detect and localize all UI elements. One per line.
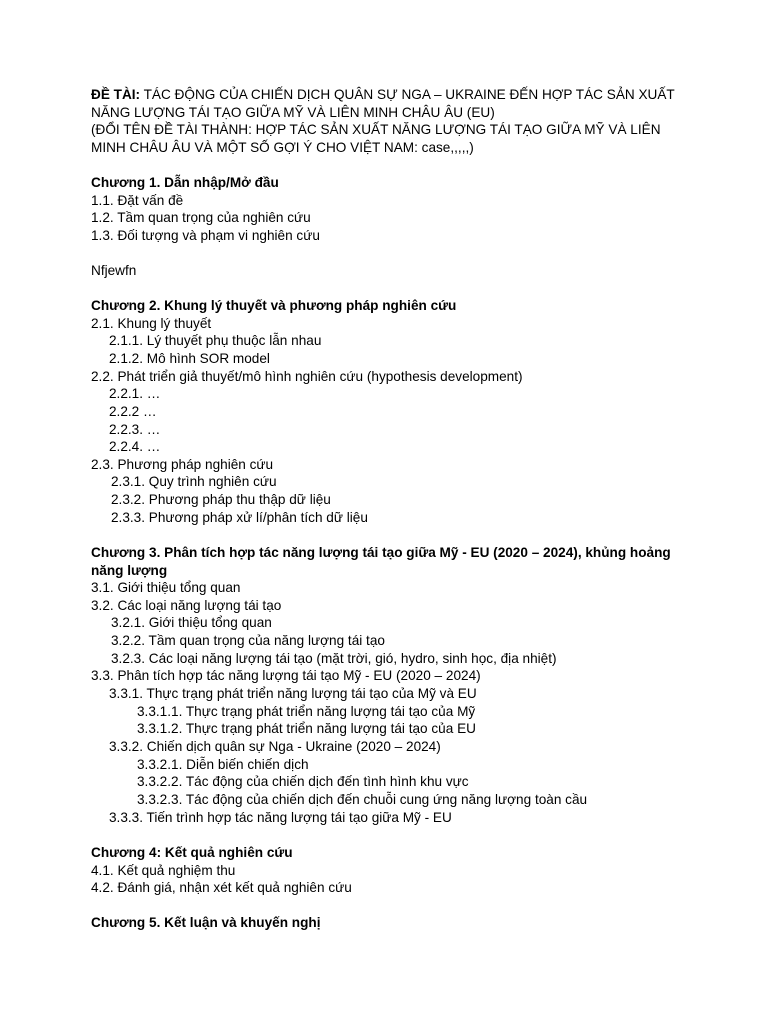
title-label: ĐỀ TÀI: [91,87,141,102]
chapter-1-heading: Chương 1. Dẫn nhập/Mở đầu [91,175,279,190]
section-3-1: 3.1. Giới thiệu tổng quan [91,580,241,595]
section-3-3-2-2: 3.3.2.2. Tác động của chiến dịch đến tình hình khu vực [137,774,469,789]
section-2-3-3: 2.3.3. Phương pháp xử lí/phân tích dữ liệu [111,510,368,525]
section-3-2-2: 3.2.2. Tầm quan trọng của năng lượng tái tạo [111,633,385,648]
document-title [91,86,681,156]
chapter-4-heading: Chương 4: Kết quả nghiên cứu [91,845,293,860]
section-3-3-2-1: 3.3.2.1. Diễn biến chiến dịch [137,757,309,772]
section-4-2: 4.2. Đánh giá, nhận xét kết quả nghiên cứu [91,880,352,895]
note-text: Nfjewfn [91,263,137,278]
section-2-2-1: 2.2.1. … [109,386,161,401]
section-1-1: 1.1. Đặt vấn đề [91,193,184,208]
section-4-1: 4.1. Kết quả nghiệm thu [91,863,236,878]
section-3-2: 3.2. Các loại năng lượng tái tạo [91,598,282,613]
section-2-2: 2.2. Phát triển giả thuyết/mô hình nghiên cứu (hypothesis development) [91,369,523,384]
section-2-3-1: 2.3.1. Quy trình nghiên cứu [111,474,277,489]
section-2-1: 2.1. Khung lý thuyết [91,316,212,331]
section-3-2-3: 3.2.3. Các loại năng lượng tái tạo (mặt trời, gió, hydro, sinh học, địa nhiệt) [111,651,557,666]
section-3-3: 3.3. Phân tích hợp tác năng lượng tái tạo Mỹ - EU (2020 – 2024) [91,668,481,683]
section-2-2-4: 2.2.4. … [109,439,161,454]
chapter-3-heading: Chương 3. Phân tích hợp tác năng lượng tái tạo giữa Mỹ - EU (2020 – 2024), khủng hoảng năng lượng [91,545,671,578]
chapter-2-heading: Chương 2. Khung lý thuyết và phương pháp nghiên cứu [91,298,457,313]
section-1-2: 1.2. Tầm quan trọng của nghiên cứu [91,210,311,225]
title-rename-text: (ĐỔI TÊN ĐỀ TÀI THÀNH: HỢP TÁC SẢN XUẤT NĂNG LƯỢNG TÁI TẠO GIỮA MỸ VÀ LIÊN MINH CHÂU ÂU VÀ MỘT SỐ GỢI Ý CHO VIỆT NAM: case,,,,,) [91,122,661,155]
section-3-2-1: 3.2.1. Giới thiệu tổng quan [111,615,272,630]
section-3-3-1: 3.3.1. Thực trạng phát triển năng lượng tái tạo của Mỹ và EU [109,686,477,701]
title-text: TÁC ĐỘNG CỦA CHIẾN DỊCH QUÂN SỰ NGA – UKRAINE ĐẾN HỢP TÁC SẢN XUẤT NĂNG LƯỢNG TÁI TẠO GIỮA MỸ VÀ LIÊN MINH CHÂU ÂU (EU) [91,87,675,120]
section-3-3-1-2: 3.3.1.2. Thực trạng phát triển năng lượng tái tạo của EU [137,721,476,736]
section-2-2-3: 2.2.3. … [109,422,161,437]
section-2-3: 2.3. Phương pháp nghiên cứu [91,457,274,472]
section-2-2-2: 2.2.2 … [109,404,157,419]
section-3-3-3: 3.3.3. Tiến trình hợp tác năng lượng tái tạo giữa Mỹ - EU [109,810,452,825]
section-2-1-2: 2.1.2. Mô hình SOR model [109,351,270,366]
section-3-3-2-3: 3.3.2.3. Tác động của chiến dịch đến chuỗi cung ứng năng lượng toàn cầu [137,792,588,807]
section-1-3: 1.3. Đối tượng và phạm vi nghiên cứu [91,228,320,243]
section-2-3-2: 2.3.2. Phương pháp thu thập dữ liệu [111,492,331,507]
section-2-1-1: 2.1.1. Lý thuyết phụ thuộc lẫn nhau [109,333,322,348]
section-3-3-1-1: 3.3.1.1. Thực trạng phát triển năng lượng tái tạo của Mỹ [137,704,476,719]
chapter-5-heading: Chương 5. Kết luận và khuyến nghị [91,915,321,930]
section-3-3-2: 3.3.2. Chiến dịch quân sự Nga - Ukraine (2020 – 2024) [109,739,441,754]
